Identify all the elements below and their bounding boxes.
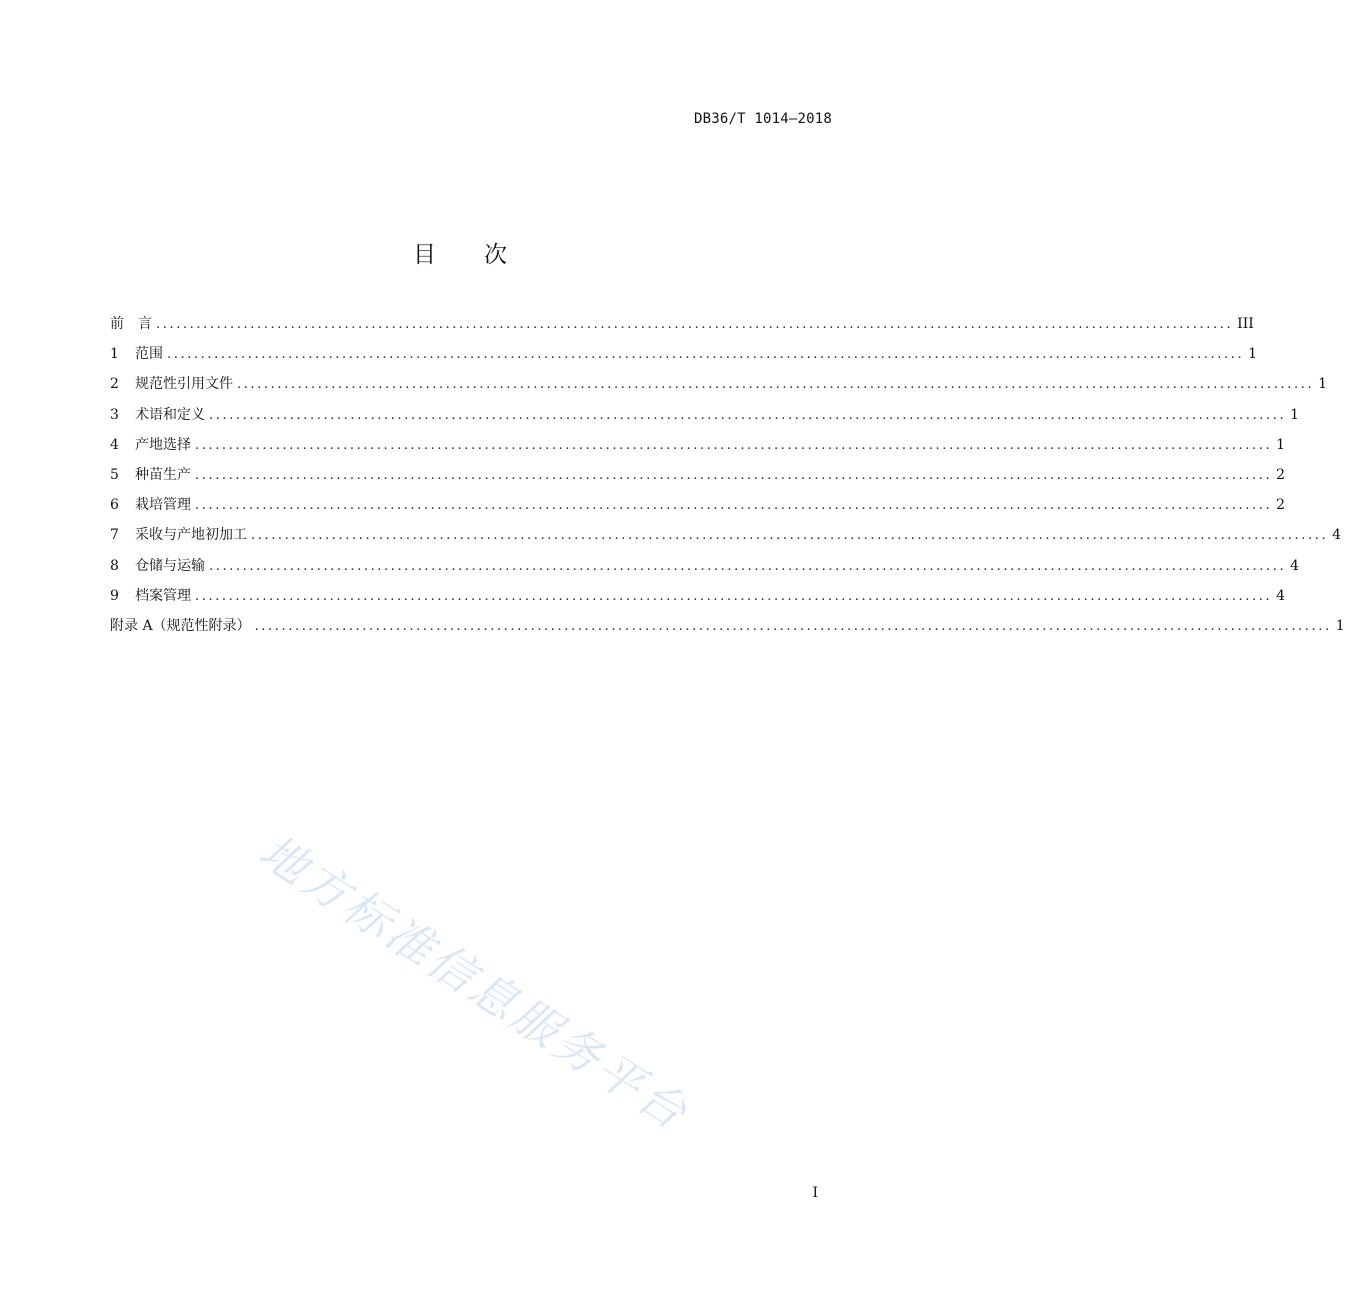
toc-entry-seedling-production[interactable]: [110, 463, 1286, 493]
toc-entry-number: 3: [110, 406, 119, 423]
table-of-contents: [110, 312, 1345, 644]
toc-entry-page: 4: [1276, 587, 1286, 604]
toc-dot-leader: ................................................................................................................................................................: [167, 347, 1245, 363]
toc-entry-number: 1: [110, 346, 119, 363]
toc-dot-leader: ................................................................................................................................................................: [237, 377, 1315, 393]
toc-entry-normative-references[interactable]: [110, 372, 1328, 402]
toc-entry-label: 前 言: [110, 316, 152, 332]
toc-entry-site-selection[interactable]: [110, 433, 1286, 463]
toc-dot-leader: ................................................................................................................................................................: [254, 618, 1332, 634]
toc-dot-leader: ................................................................................................................................................................: [209, 407, 1287, 423]
toc-entry-number: 6: [110, 497, 119, 514]
toc-entry-scope[interactable]: [110, 342, 1258, 372]
toc-entry-harvest-processing[interactable]: [110, 523, 1342, 553]
toc-entry-page: 1: [1248, 346, 1258, 363]
document-code: DB36/T 1014—2018: [693, 111, 832, 127]
toc-entry-page: 1: [1276, 436, 1286, 453]
toc-dot-leader: ................................................................................................................................................................: [195, 437, 1273, 453]
toc-entry-number: 2: [110, 376, 119, 393]
toc-entry-number: 7: [110, 527, 119, 544]
toc-dot-leader: ................................................................................................................................................................: [195, 467, 1273, 483]
toc-entry-label: 档案管理: [135, 587, 191, 604]
toc-entry-label: 采收与产地初加工: [135, 527, 247, 544]
toc-entry-foreword[interactable]: [110, 312, 1254, 342]
watermark-text: 地方标准信息服务平台: [250, 823, 699, 1142]
toc-entry-records-management[interactable]: [110, 584, 1286, 614]
toc-dot-leader: ................................................................................................................................................................: [195, 588, 1273, 604]
toc-entry-appendix-a[interactable]: [110, 614, 1345, 644]
toc-entry-number: 9: [110, 587, 119, 604]
toc-entry-page: 1: [1318, 376, 1328, 393]
toc-entry-label: 术语和定义: [135, 406, 205, 423]
toc-entry-page: 1: [1335, 617, 1345, 634]
toc-entry-page: III: [1237, 316, 1254, 332]
toc-entry-page: 2: [1276, 466, 1286, 483]
toc-dot-leader: ................................................................................................................................................................: [209, 558, 1287, 574]
toc-entry-label: 规范性引用文件: [135, 376, 233, 393]
toc-dot-leader: ................................................................................................................................................................: [195, 498, 1273, 514]
toc-entry-label: 范围: [135, 346, 163, 363]
toc-dot-leader: ................................................................................................................................................................: [251, 528, 1329, 544]
toc-entry-storage-transport[interactable]: [110, 554, 1300, 584]
toc-entry-page: 2: [1276, 497, 1286, 514]
toc-entry-number: 4: [110, 436, 119, 453]
toc-entry-label: 仓储与运输: [135, 557, 205, 574]
toc-entry-number: 5: [110, 466, 119, 483]
page-number: I: [812, 1185, 818, 1201]
toc-entry-page: 4: [1332, 527, 1342, 544]
toc-entry-page: 4: [1290, 557, 1300, 574]
toc-dot-leader: ................................................................................................................................................................: [156, 317, 1234, 332]
toc-entry-label: 附录 A（规范性附录）: [110, 617, 251, 634]
toc-entry-label: 栽培管理: [135, 497, 191, 514]
toc-entry-number: 8: [110, 557, 119, 574]
toc-entry-page: 1: [1290, 406, 1300, 423]
toc-entry-cultivation-management[interactable]: [110, 493, 1286, 523]
toc-entry-label: 产地选择: [135, 436, 191, 453]
toc-title: 目次: [413, 242, 555, 268]
toc-entry-terms-definitions[interactable]: [110, 403, 1300, 433]
toc-entry-label: 种苗生产: [135, 466, 191, 483]
